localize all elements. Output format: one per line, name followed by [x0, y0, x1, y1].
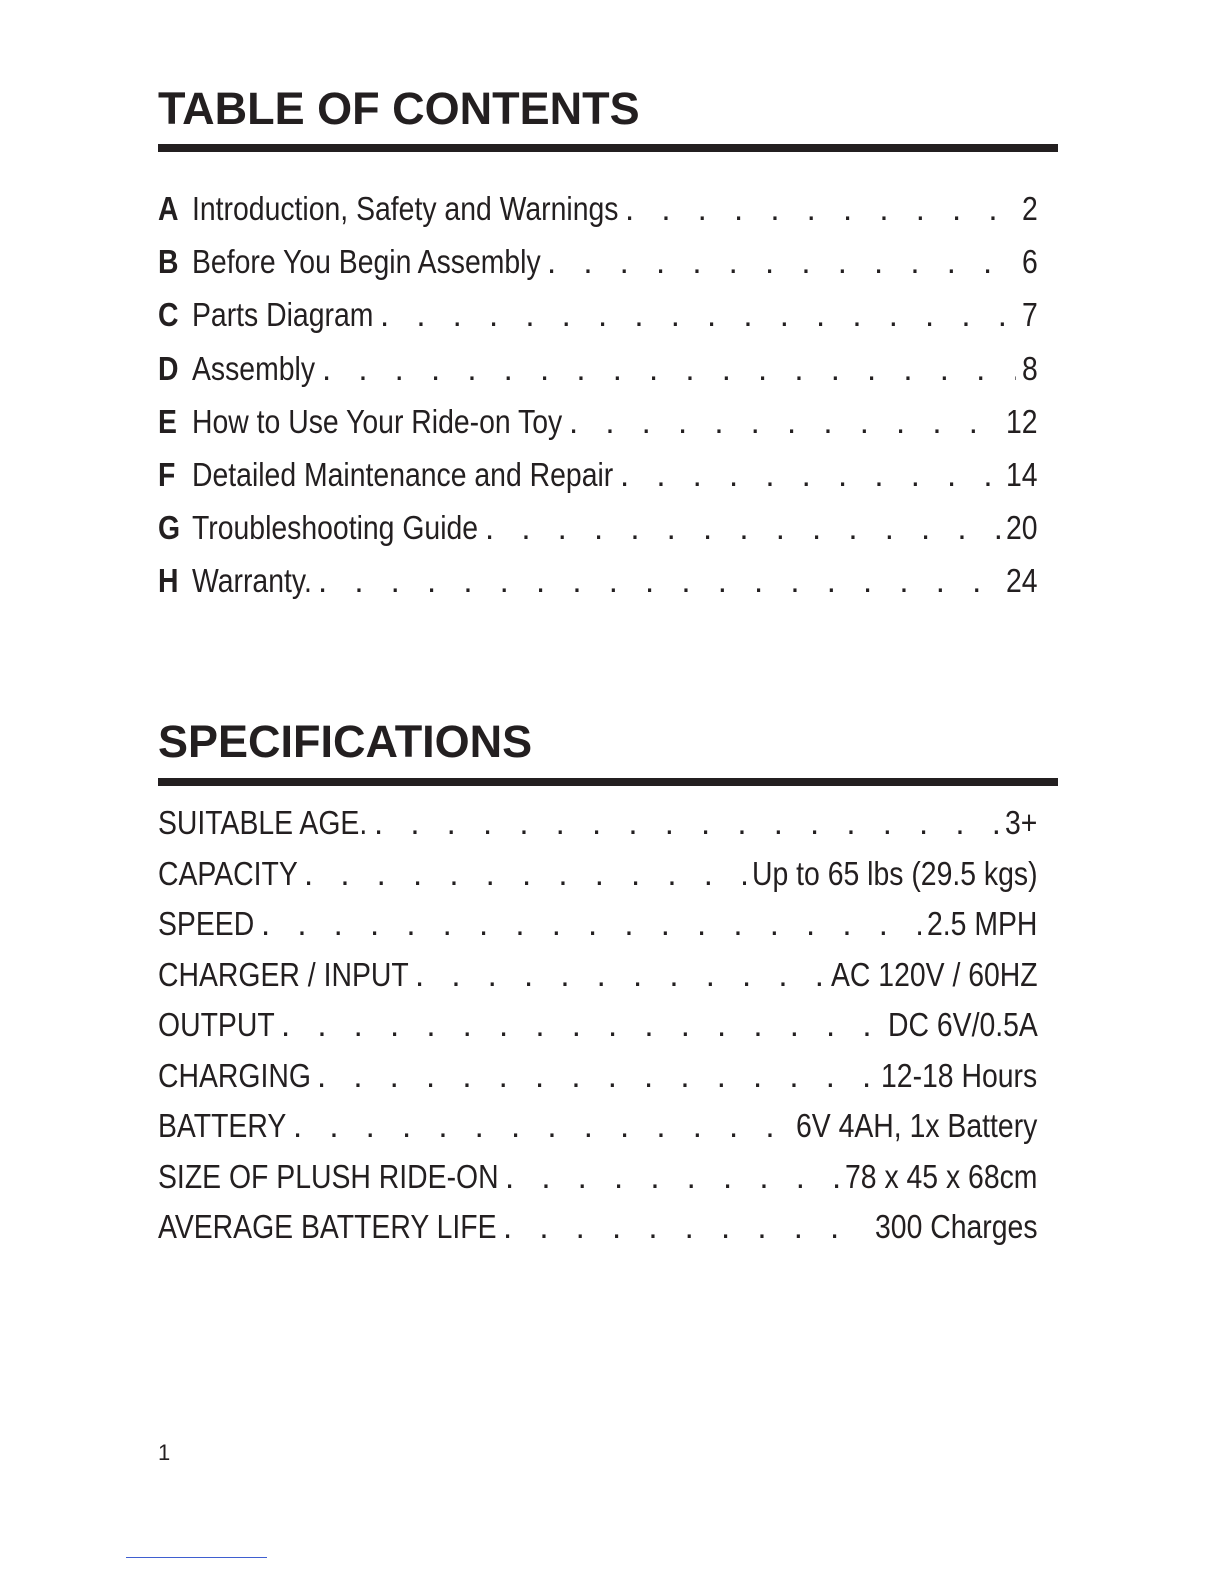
- toc-entry-page: 14: [1006, 455, 1038, 493]
- dot-leader: [281, 1006, 882, 1044]
- toc-entry[interactable]: [158, 403, 1038, 456]
- toc-entry-letter: C: [158, 296, 179, 334]
- toc-entry-page: 7: [1022, 296, 1038, 334]
- dot-leader: [547, 243, 1016, 281]
- toc-entry[interactable]: [158, 350, 1038, 403]
- page-number: 1: [158, 1440, 171, 1465]
- dot-leader: [318, 562, 1000, 600]
- toc-entry[interactable]: [158, 562, 1038, 615]
- toc-entry-letter: G: [158, 509, 181, 547]
- spec-row: [158, 1158, 1038, 1209]
- toc-entry-letter: B: [158, 243, 179, 281]
- spec-row: [158, 1006, 1038, 1057]
- spec-value: 12-18 Hours: [881, 1056, 1038, 1094]
- dot-leader: [380, 296, 1016, 334]
- spec-label: BATTERY: [158, 1107, 287, 1144]
- toc-entry-page: 8: [1022, 349, 1038, 387]
- specifications-heading-rule: [158, 778, 1058, 786]
- spec-row: [158, 1208, 1038, 1259]
- dot-leader: [569, 403, 1000, 441]
- toc-entry-label: Before You Begin Assembly: [192, 243, 541, 281]
- toc-entry-letter: E: [158, 402, 177, 440]
- toc-entry-label: Introduction, Safety and Warnings: [192, 190, 619, 227]
- dot-leader: [505, 1158, 839, 1196]
- toc-entry[interactable]: [158, 456, 1038, 509]
- dot-leader: [503, 1208, 869, 1246]
- dot-leader: [304, 855, 746, 893]
- toc-entry[interactable]: [158, 243, 1038, 296]
- toc-heading-rule: [158, 144, 1058, 152]
- toc-entry-label: Warranty.: [192, 562, 312, 600]
- toc-entry-letter: D: [158, 349, 179, 387]
- dot-leader: [261, 905, 921, 943]
- toc-entry[interactable]: [158, 296, 1038, 349]
- spec-value: AC 120V / 60HZ: [831, 955, 1038, 993]
- dot-leader: [415, 956, 825, 994]
- dot-leader: [293, 1107, 790, 1145]
- spec-row: [158, 905, 1038, 956]
- spec-row: [158, 1107, 1038, 1158]
- spec-value: 3+: [1005, 804, 1038, 841]
- toc-entry-label: Detailed Maintenance and Repair: [192, 455, 614, 493]
- toc-entry-label: Assembly: [192, 349, 316, 387]
- dot-leader: [625, 190, 1016, 228]
- spec-value: 300 Charges: [875, 1208, 1038, 1245]
- toc-entry-label: How to Use Your Ride-on Toy: [192, 402, 563, 440]
- toc-entry-page: 6: [1022, 243, 1038, 281]
- spec-value: Up to 65 lbs (29.5 kgs): [752, 854, 1038, 892]
- toc-entry-page: 20: [1006, 509, 1038, 547]
- spec-label: CHARGER / INPUT: [158, 955, 409, 993]
- spec-value: DC 6V/0.5A: [888, 1006, 1038, 1043]
- toc-entry[interactable]: [158, 190, 1038, 243]
- dot-leader: [620, 456, 1000, 494]
- toc-entry[interactable]: [158, 509, 1038, 562]
- spec-label: AVERAGE BATTERY LIFE: [158, 1208, 497, 1245]
- link-underline: [126, 1557, 267, 1558]
- toc-list: [158, 190, 1038, 616]
- spec-label: SPEED: [158, 905, 255, 942]
- spec-label: SUITABLE AGE.: [158, 804, 368, 841]
- spec-row: [158, 956, 1038, 1007]
- dot-leader: [485, 509, 1000, 547]
- spec-value: 6V 4AH, 1x Battery: [796, 1107, 1038, 1144]
- toc-entry-page: 24: [1006, 562, 1038, 600]
- toc-entry-label: Troubleshooting Guide: [192, 509, 479, 547]
- toc-heading: TABLE OF CONTENTS: [158, 83, 640, 134]
- spec-row: [158, 804, 1038, 855]
- toc-entry-page: 12: [1006, 402, 1038, 440]
- spec-label: SIZE OF PLUSH RIDE-ON: [158, 1157, 499, 1195]
- spec-label: OUTPUT: [158, 1006, 275, 1043]
- spec-row: [158, 1057, 1038, 1108]
- spec-value: 2.5 MPH: [927, 905, 1038, 942]
- dot-leader: [322, 350, 1016, 388]
- toc-entry-page: 2: [1022, 190, 1038, 227]
- toc-entry-letter: A: [158, 190, 179, 227]
- spec-label: CAPACITY: [158, 854, 298, 892]
- toc-entry-letter: H: [158, 562, 179, 600]
- specifications-heading: SPECIFICATIONS: [158, 716, 533, 767]
- spec-label: CHARGING: [158, 1056, 311, 1094]
- dot-leader: [374, 804, 999, 842]
- spec-row: [158, 855, 1038, 906]
- dot-leader: [317, 1057, 875, 1095]
- toc-entry-letter: F: [158, 455, 176, 493]
- toc-entry-label: Parts Diagram: [192, 296, 374, 334]
- spec-value: 78 x 45 x 68cm: [845, 1157, 1038, 1195]
- specifications-list: [158, 804, 1038, 1259]
